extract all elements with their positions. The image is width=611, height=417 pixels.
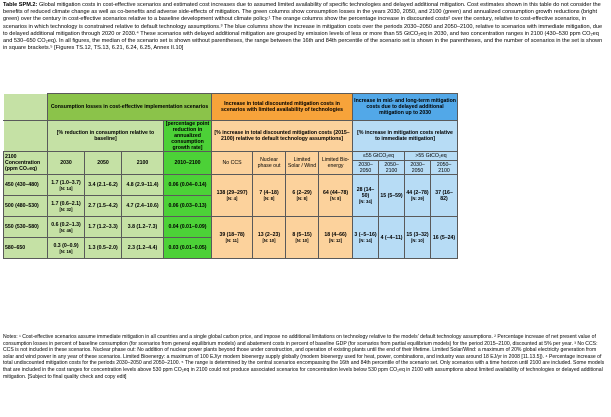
orange-subheader: [% increase in total discounted mitigation costs (2015–2100) relative to default technology assumptions] [212, 121, 353, 152]
c2100-cell: 4.7 (2.4–10.6) [122, 196, 164, 217]
noccs-cell: 39 (18–78) [N: 11] [212, 217, 253, 259]
col-gt55-p1: 2030–2050 [405, 161, 431, 175]
c2050-cell: 3.4 (2.1–6.2) [85, 175, 122, 196]
table-caption [3, 2, 607, 52]
conc-cell: 550 (530–580) [4, 217, 48, 238]
col-2030: 2030 [48, 152, 85, 175]
c2100-cell: 2.3 (1.2–4.4) [122, 238, 164, 259]
col-no-ccs: No CCS [212, 152, 253, 175]
c2030-cell: 1.7 (1.0–3.7) [N: 14] [48, 175, 85, 196]
blue-b2-cell: 4 (–4–11) [379, 217, 405, 259]
blue-b4-cell: 16 (5–24) [431, 217, 458, 259]
c2100-cell: 4.8 (2.9–11.4) [122, 175, 164, 196]
conc-cell: 500 (480–530) [4, 196, 48, 217]
orange-group-header: Increase in total discounted mitigation costs in scenarios with limited availability of technologies [212, 94, 353, 121]
brightgreen-subheader: [percentage point reduction in annualized consumption growth rate] [164, 121, 212, 152]
blue-a1-cell: 28 (14–50) [N: 34] [353, 175, 379, 217]
nuclear-cell: 7 (4–18) [N: 8] [253, 175, 286, 217]
col-bio: Limited Bio-energy [319, 152, 353, 175]
c2050-cell: 2.7 (1.5–4.2) [85, 196, 122, 217]
noccs-cell: 138 (29–297) [N: 4] [212, 175, 253, 217]
c2100-cell: 3.8 (1.2–7.3) [122, 217, 164, 238]
blue-a2-cell: 15 (5–59) [379, 175, 405, 217]
col-nuclear: Nuclear phase out [253, 152, 286, 175]
green-group-header: Consumption losses in cost-effective implementation scenarios [48, 94, 212, 121]
growth-cell: 0.03 (0.01–0.05) [164, 238, 212, 259]
nuclear-cell: 13 (2–23) [N: 10] [253, 217, 286, 259]
col-gt55: >55 GtCO₂eq [405, 152, 458, 161]
mitigation-cost-table [3, 93, 604, 259]
conc-cell: 450 (430–480) [4, 175, 48, 196]
table-notes: Notes: ¹ Cost-effective scenarios assume immediate mitigation in all countries and a single global carbon price, and impose no additional limitations on technology relative to the models' default technology assumptions. ² Percentage increase of net present value of consumption losses in percent of baseline consumption (for scenarios from general equilibrium models) and abatement costs in percent of baseline GDP (for scenarios from partial equilibrium models) for the period 2015–2100, discounted at 5% per year. ³ No CCS: CCS is not included in these scenarios. Nuclear phase out: No addition of nuclear power plants beyond those under construction, and operation of existing plants until the end of their lifetime. Limited Solar/Wind: a maximum of 20% global electricity generation from solar and wind power in any year of these scenarios. Limited Bioenergy: a maximum of 100 EJ/yr modern bioenergy supply globally (modern bioenergy used for heat, power, combinations, and industry was around 18 EJ/yr in 2008 [11.13.5]). ⁴ Percentage increase of total undiscounted mitigation costs for the periods 2030–2050 and 2050–2100. ⁵ The range is determined by the central scenarios encompassing the 16th and 84th percentile of the scenario set. Only scenarios with a time horizon until 2100 are included. Some models that are included in the cost ranges for concentration levels above 530 ppm CO₂eq in 2100 could not produce associated scenarios for concentration levels below 530 ppm CO₂eq in 2100 with assumptions about limited availability of technologies or delayed additional mitigation. [Subject to final quality check and copy edit] [3, 334, 605, 380]
growth-cell: 0.04 (0.01–0.09) [164, 217, 212, 238]
conc-cell: 580–650 [4, 238, 48, 259]
col-le55-p2: 2050–2100 [379, 161, 405, 175]
col-le55: ≤55 GtCO₂eq [353, 152, 405, 161]
col-le55-p1: 2030–2050 [353, 161, 379, 175]
table-row [4, 175, 604, 196]
table-row [4, 217, 604, 238]
blue-a4-cell: 37 (16–82) [431, 175, 458, 217]
col-2100: 2100 [122, 152, 164, 175]
blue-b3-cell: 15 (3–32) [N: 10] [405, 217, 431, 259]
green-subheader: [% reduction in consumption relative to baseline] [48, 121, 164, 152]
col-gt55-p2: 2050–2100 [431, 161, 458, 175]
col-2050: 2050 [85, 152, 122, 175]
c2030-cell: 1.7 (0.6–2.1) [N: 32] [48, 196, 85, 217]
blue-b1-cell: 3 (–5–16) [N: 14] [353, 217, 379, 259]
blue-subheader: [% increase in mitigation costs relative to immediate mitigation] [353, 121, 458, 152]
growth-cell: 0.06 (0.04–0.14) [164, 175, 212, 196]
bio-cell: 18 (4–66) [N: 12] [319, 217, 353, 259]
blue-a3-cell: 44 (2–78) [N: 29] [405, 175, 431, 217]
solar-cell: 6 (2–29) [N: 8] [286, 175, 319, 217]
c2030-cell: 0.3 (0–0.9) [N: 16] [48, 238, 85, 259]
caption-label: Table SPM.2: [3, 2, 38, 8]
bio-cell: 64 (44–78) [N: 8] [319, 175, 353, 217]
blue-group-header: Increase in mid- and long-term mitigation costs due to delayed additional mitigation up to 2030 [353, 94, 458, 121]
caption-text: Global mitigation costs in cost-effective scenarios and estimated cost increases due to assumed limited availability of specific technologies and delayed additional mitigation. Cost estimates shown in this table do not consider the benefits of reduced climate change as well as co-benefits and adverse side-effects of mitigation. The green columns show consumption losses in the years 2030, 2050, and 2100 (green) and annualized consumption growth reductions (bright green) over the century in cost-effective scenarios relative to a baseline development without climate policy.¹ The orange columns show the percentage increase in discounted costs² over the century, relative to cost-effective scenarios, in scenarios in which technology is constrained relative to default technology assumptions.³ The blue columns show the increase in mitigation costs over the periods 2030–2050 and 2050–2100, relative to scenarios with immediate mitigation, due to delayed additional mitigation through 2020 or 2030.⁴ These scenarios with delayed additional mitigation are grouped by emission levels of less or more than 55 GtCO₂eq in 2030, and two concentration ranges in 2100 (430–530 ppm CO₂eq and 530–650 CO₂eq). In all figures, the median of the scenario set is shown without parentheses, the range between the 16th and 84th percentile of the scenario set is shown in the parentheses, and the number of scenarios in the set is shown in square brackets.⁵ [Figures TS.12, TS.13, 6.21, 6.24, 6.25, Annex II.10] [3, 2, 603, 52]
concentration-header: 2100 Concentration (ppm CO₂eq) [4, 152, 48, 175]
col-2010-2100: 2010–2100 [164, 152, 212, 175]
solar-cell: 8 (5–15) [N: 10] [286, 217, 319, 259]
c2050-cell: 1.7 (1.2–3.3) [85, 217, 122, 238]
c2050-cell: 1.3 (0.5–2.0) [85, 238, 122, 259]
col-solar: Limited Solar / Wind [286, 152, 319, 175]
c2030-cell: 0.6 (0.2–1.3) [N: 46] [48, 217, 85, 238]
growth-cell: 0.06 (0.03–0.13) [164, 196, 212, 217]
